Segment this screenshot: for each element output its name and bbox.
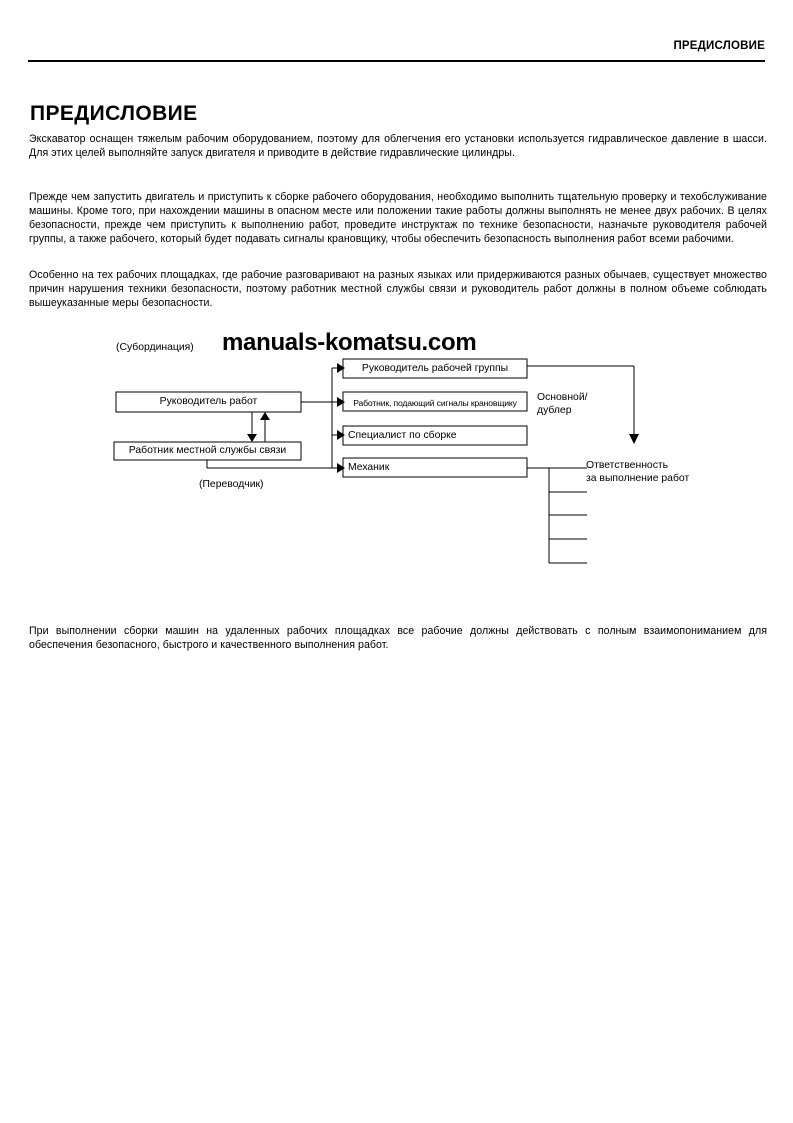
diagram-label-main-backup [537,391,588,417]
arrowhead-down-liaison [247,434,257,442]
watermark-text: manuals-komatsu.com [222,329,477,356]
box-label-group-leader: Руководитель рабочей группы [361,363,509,374]
arrowhead-up-supervisor [260,412,270,420]
arrowhead-assembly-specialist [337,430,345,440]
page-title: ПРЕДИСЛОВИЕ [30,102,198,126]
arrowhead-main-backup-down [629,434,639,444]
diagram-label-translator: (Переводчик) [199,479,264,490]
box-label-work-supervisor: Руководитель работ [159,396,258,407]
box-label-mechanic: Механик [348,462,390,473]
arrowhead-mechanic [337,463,345,473]
responsibility-line-2: за выполнение работ [586,473,690,484]
arrowheads [247,363,639,473]
box-label-local-liaison: Работник местной службы связи [128,445,287,456]
header-divider-rule [28,60,765,62]
paragraph-intro: Экскаватор оснащен тяжелым рабочим оборудованием, поэтому для облегчения его установки используется гидравлическое давление в шасси. Для этих целей выполняйте запуск двигателя и приводите в действие гидравлические цилиндры. [29,132,767,159]
box-label-crane-signaler: Работник, подающий сигналы крановщику [353,398,517,408]
paragraph-language-barrier: Особенно на тех рабочих площадках, где рабочие разговаривают на разных языках или придерживаются разных обычаев, существует множество причин нарушения техники безопасности, поэтому работник местной службы связи и руководитель работ должны в полном объеме соблюдать вышеуказанные меры безопасности. [29,268,767,309]
diagram-label-subordination: (Субординация) [116,342,194,353]
main-backup-line-1: Основной/ [537,392,588,403]
running-header-title: ПРЕДИСЛОВИЕ [673,40,765,52]
paragraph-safety-check: Прежде чем запустить двигатель и приступить к сборке рабочего оборудования, необходимо выполнить тщательную проверку и техобслуживание машины. Кроме того, при нахождении машины в опасном месте или положении такие работы должны выполнять не менее двух рабочих. В целях безопасности, прежде чем приступить к выполнению работ, проведите инструктаж по технике безопасности, назначьте руководителя рабочей группы, а также рабочего, который будет подавать сигналы крановщику, чтобы обеспечить безопасность выполнения работ всеми рабочими. [29,190,767,246]
page-header [28,40,765,66]
responsibility-line-1: Ответственность [586,460,669,471]
box-label-assembly-specialist: Специалист по сборке [348,430,457,441]
paragraph-remote-sites: При выполнении сборки машин на удаленных рабочих площадках все рабочие должны действовать с полным взаимопониманием для обеспечения безопасного, быстрого и качественного выполнения работ. [29,624,767,651]
diagram-label-responsibility [586,459,689,485]
main-backup-line-2: дублер [537,405,572,416]
